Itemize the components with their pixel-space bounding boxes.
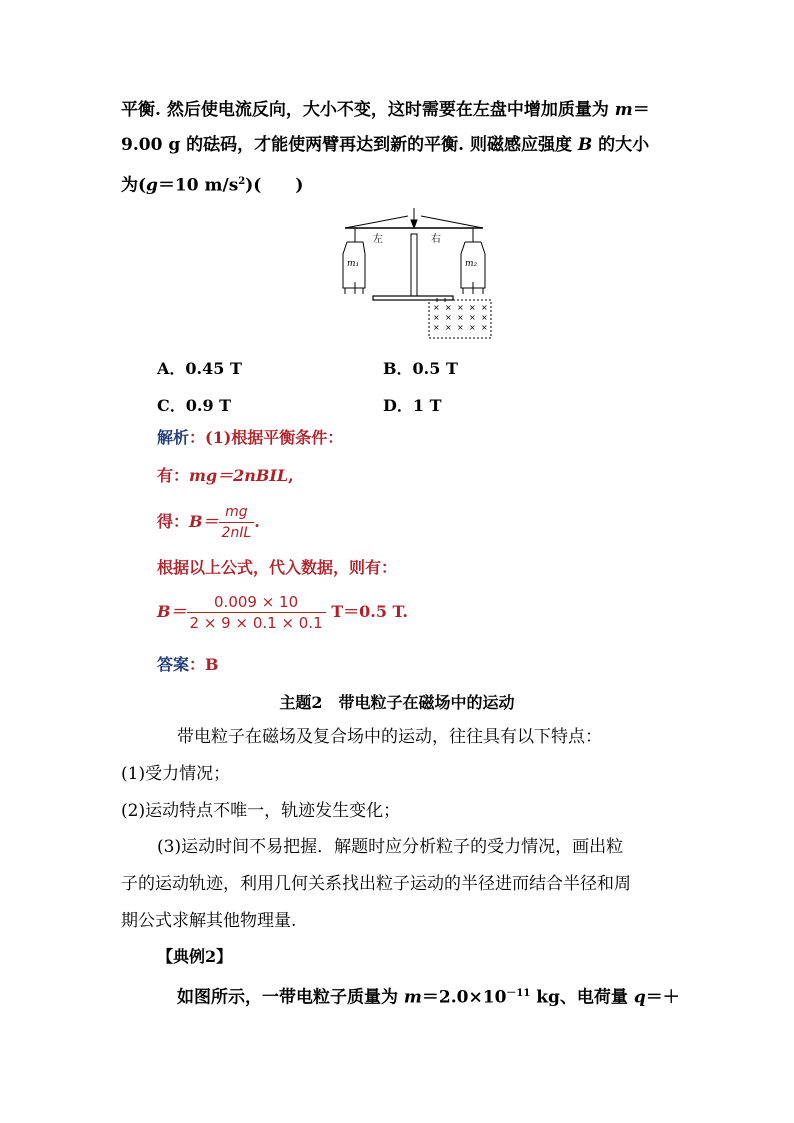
problem-line-3: 为(g＝10 $m/s^2$)( ) — [121, 175, 304, 196]
right-pan-label: 右 — [431, 234, 441, 245]
option-b: B．0.5 T — [383, 359, 458, 378]
answer-line: 答案：B — [157, 655, 219, 674]
var-g: g — [146, 175, 158, 196]
example-label: 【典例2】 — [157, 947, 233, 966]
left-pan-label: 左 — [373, 234, 383, 245]
balance-figure — [333, 206, 498, 341]
field-x-mark: × — [445, 323, 452, 332]
solution-label: 解析 — [157, 428, 190, 447]
field-x-mark: × — [481, 323, 488, 332]
example-line: 如图所示，一带电粒子质量为 $m=2.0\times 10^{-11}$ kg、电荷量 q＝＋ — [177, 987, 680, 1008]
field-x-mark: × — [445, 303, 452, 312]
answer-value: B — [205, 655, 219, 674]
field-x-mark: × — [469, 323, 476, 332]
body-intro: 带电粒子在磁场及复合场中的运动，往往具有以下特点： — [177, 727, 602, 747]
fraction-numeric: $\frac{0.009 \times 10}{2 \times 9 \times 0.1 \times 0.1}$ — [187, 592, 326, 633]
solution-step-3: 得：B＝ $\frac{mg}{\text{2nIL}}$ . — [157, 504, 260, 541]
solution-step-2: 有：mg＝2nBIL, — [157, 466, 294, 485]
var-B: B — [577, 135, 593, 155]
field-x-mark: × — [433, 303, 440, 312]
body-item-2: (2)运动特点不唯一，轨迹发生变化； — [121, 801, 401, 821]
body-item-1: (1)受力情况； — [121, 764, 231, 784]
field-x-mark: × — [469, 313, 476, 322]
problem-line-2: 9.00 g 的砝码，才能使两臂再达到新的平衡. 则磁感应强度 B 的大小 — [121, 135, 650, 155]
field-x-mark: × — [433, 323, 440, 332]
field-x-mark: × — [457, 303, 464, 312]
topic-title: 主题2 带电粒子在磁场中的运动 — [279, 693, 515, 712]
option-d: D．1 T — [383, 396, 442, 415]
equation-mg: mg＝2nBIL — [189, 466, 289, 485]
field-x-mark: × — [481, 303, 488, 312]
field-x-mark: × — [457, 323, 464, 332]
body-item-3b: 子的运动轨迹，利用几何关系找出粒子运动的半径进而结合半径和周 — [121, 874, 631, 894]
body-item-3a: (3)运动时间不易把握．解题时应分析粒子的受力情况，画出粒 — [157, 837, 624, 857]
solution-step-4: 根据以上公式，代入数据，则有： — [157, 558, 398, 577]
field-x-mark: × — [481, 313, 488, 322]
answer-label: 答案 — [157, 655, 190, 674]
field-x-mark: × — [433, 313, 440, 322]
fraction-mg-over-2nil: $\frac{mg}{\text{2nIL}}$ — [219, 502, 255, 543]
option-a: A．0.45 T — [157, 359, 242, 378]
problem-line-1: 平衡. 然后使电流反向，大小不变，这时需要在左盘中增加质量为 m＝ — [121, 100, 650, 120]
field-x-mark: × — [457, 313, 464, 322]
var-m: m — [614, 100, 633, 120]
body-item-3c: 期公式求解其他物理量. — [121, 911, 297, 931]
option-c: C．0.9 T — [157, 396, 232, 415]
solution-step-5: B＝ $\frac{0.009 \times 10}{2 \times 9 \times 0.1 \times 0.1}$ T＝0.5 T. — [157, 593, 408, 632]
field-x-mark: × — [469, 303, 476, 312]
field-x-mark: × — [445, 313, 452, 322]
solution-step-1: 解析：(1)根据平衡条件： — [157, 428, 344, 447]
m1-label: m₁ — [347, 259, 360, 269]
m2-label: m₂ — [465, 259, 478, 269]
